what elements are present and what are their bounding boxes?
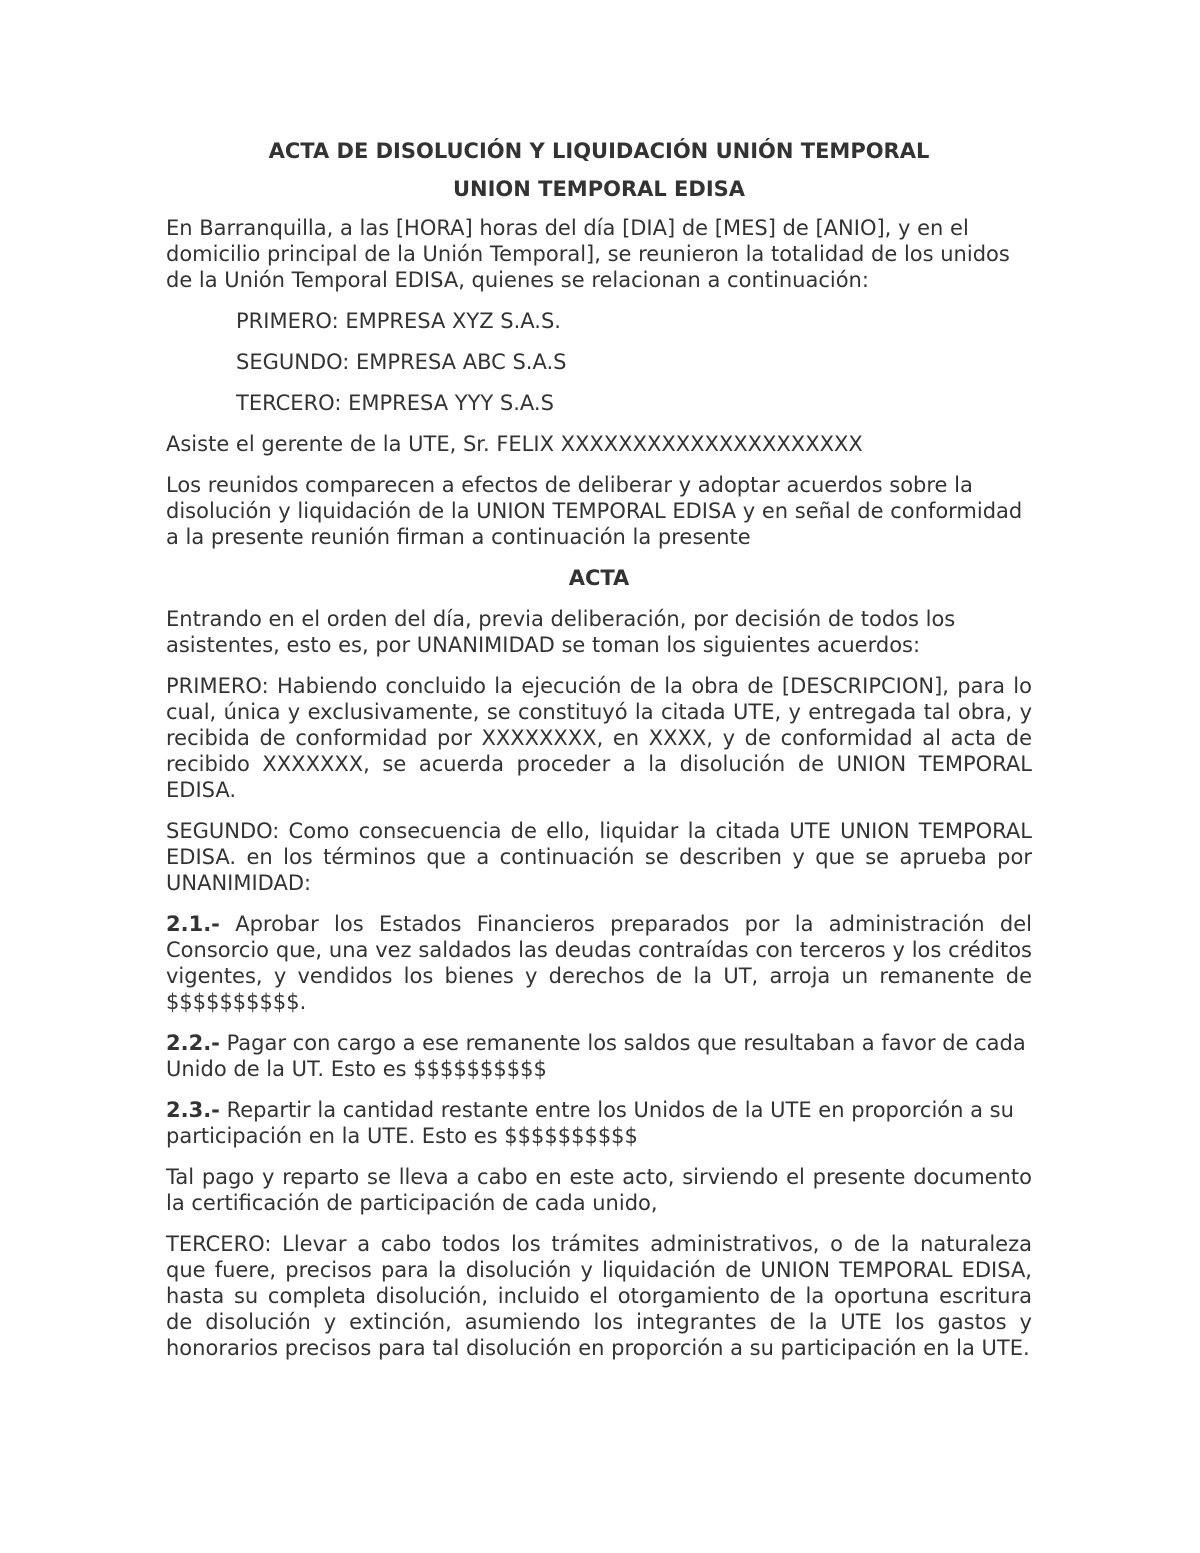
manager-paragraph: Asiste el gerente de la UTE, Sr. FELIX XXXXXXXXXXXXXXXXXXXXX: [166, 432, 863, 456]
item-2-1: [166, 911, 1032, 1015]
item-2-2: [166, 1030, 1032, 1082]
member-item: SEGUNDO: EMPRESA ABC S.A.S: [236, 350, 567, 374]
document-subtitle: UNION TEMPORAL EDISA: [452, 177, 746, 201]
item-text: Pagar con cargo a ese remanente los saldos que resultaban a favor de cada Unido de la UT. Esto es $$$$$$$$$$: [166, 1031, 1026, 1081]
agenda-paragraph: Entrando en el orden del día, previa deliberación, por decisión de todos los asistentes, esto es, por UNANIMIDAD se toman los siguientes acuerdos:: [166, 607, 956, 657]
payment-paragraph: Tal pago y reparto se lleva a cabo en este acto, sirviendo el presente documento la certificación de participación de cada unido,: [166, 1165, 1032, 1215]
primero-paragraph: PRIMERO: Habiendo concluido la ejecución de la obra de [DESCRIPCION], para lo cual, única y exclusivamente, se constituyó la citada UTE, y entregada tal obra, y recibida de conformidad por XXXXXXXX, en XXXX, y de conformidad al acta de recibido XXXXXXX, se acuerda proceder a la disolución de UNION TEMPORAL EDISA.: [166, 674, 1032, 802]
segundo-paragraph: SEGUNDO: Como consecuencia de ello, liquidar la citada UTE UNION TEMPORAL EDISA. en los términos que a continuación se describen y que se aprueba por UNANIMIDAD:: [166, 819, 1032, 895]
document-page: [166, 138, 1032, 1376]
purpose-paragraph: Los reunidos comparecen a efectos de deliberar y adoptar acuerdos sobre la disolución y liquidación de la UNION TEMPORAL EDISA y en señal de conformidad a la presente reunión firman a continuación la presente: [166, 473, 1023, 549]
member-item: TERCERO: EMPRESA YYY S.A.S: [236, 391, 554, 415]
tercero-paragraph: TERCERO: Llevar a cabo todos los trámites administrativos, o de la naturaleza que fuere, precisos para la disolución y liquidación de UNION TEMPORAL EDISA, hasta su completa disolución, incluido el otorgamiento de la oportuna escritura de disolución y extinción, asumiendo los integrantes de la UTE los gastos y honorarios precisos para tal disolución en proporción a su participación en la UTE.: [166, 1232, 1032, 1360]
item-2-3: [166, 1097, 1032, 1149]
item-number: 2.3.-: [166, 1098, 220, 1122]
document-title: ACTA DE DISOLUCIÓN Y LIQUIDACIÓN UNIÓN TEMPORAL: [268, 139, 930, 163]
member-item: PRIMERO: EMPRESA XYZ S.A.S.: [236, 309, 561, 333]
acta-heading: ACTA: [568, 566, 630, 590]
item-text: Repartir la cantidad restante entre los Unidos de la UTE en proporción a su participación en la UTE. Esto es $$$$$$$$$$: [166, 1098, 1014, 1148]
item-text: Aprobar los Estados Financieros preparados por la administración del Consorcio que, una vez saldados las deudas contraídas con terceros y los créditos vigentes, y vendidos los bienes y derechos de la UT, arroja un remanente de $$$$$$$$$$.: [166, 912, 1032, 1014]
item-number: 2.2.-: [166, 1031, 220, 1055]
item-number: 2.1.-: [166, 912, 220, 936]
intro-paragraph: En Barranquilla, a las [HORA] horas del día [DIA] de [MES] de [ANIO], y en el domicilio principal de la Unión Temporal], se reunieron la totalidad de los unidos de la Unión Temporal EDISA, quienes se relacionan a continuación:: [166, 216, 1010, 292]
